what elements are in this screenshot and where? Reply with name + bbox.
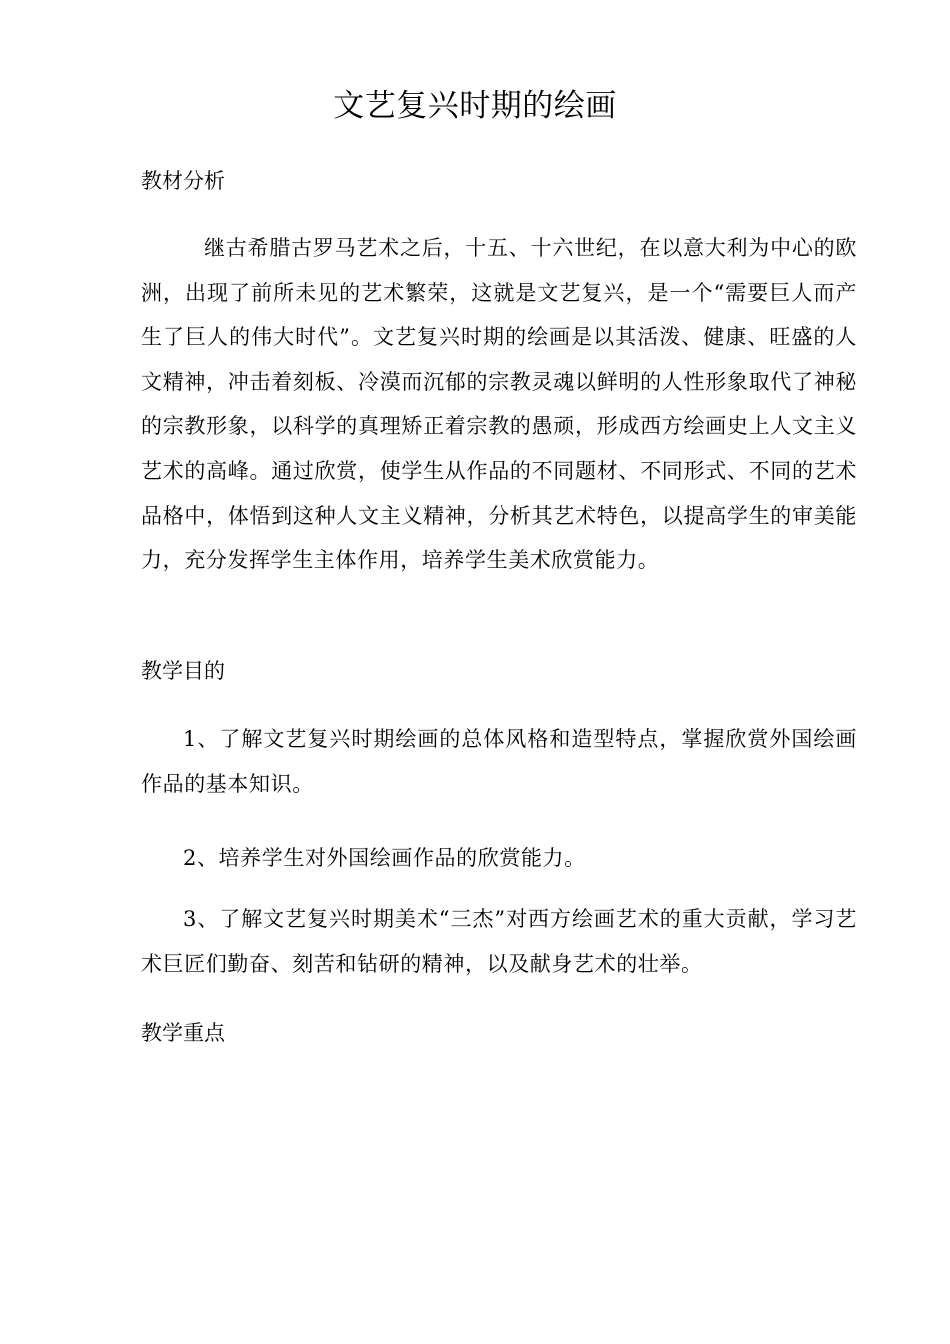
section-heading-objectives: 教学目的: [141, 659, 225, 683]
section-heading-analysis: 教材分析: [141, 169, 225, 193]
objective-item-3: 3、了解文艺复兴时期美术“三杰”对西方绘画艺术的重大贡献，学习艺术巨匠们勤奋、刻苦和钻研的精神，以及献身艺术的壮举。: [141, 907, 857, 976]
objective-item-1: 1、了解文艺复兴时期绘画的总体风格和造型特点，掌握欣赏外国绘画作品的基本知识。: [141, 727, 857, 796]
objective-item-2: 2、培养学生对外国绘画作品的欣赏能力。: [183, 846, 586, 870]
section-heading-key-points: 教学重点: [141, 1021, 225, 1045]
document-title: 文艺复兴时期的绘画: [333, 88, 617, 124]
analysis-paragraph: 继古希腊古罗马艺术之后，十五、十六世纪，在以意大利为中心的欧洲，出现了前所未见的艺术繁荣，这就是文艺复兴，是一个“需要巨人而产生了巨人的伟大时代”。文艺复兴时期的绘画是以其活泼、健康、旺盛的人文精神，冲击着刻板、冷漠而沉郁的宗教灵魂以鲜明的人性形象取代了神秘的宗教形象，以科学的真理矫正着宗教的愚顽，形成西方绘画史上人文主义艺术的高峰。通过欣赏，使学生从作品的不同题材、不同形式、不同的艺术品格中，体悟到这种人文主义精神，分析其艺术特色，以提高学生的审美能力，充分发挥学生主体作用，培养学生美术欣赏能力。: [141, 236, 857, 573]
